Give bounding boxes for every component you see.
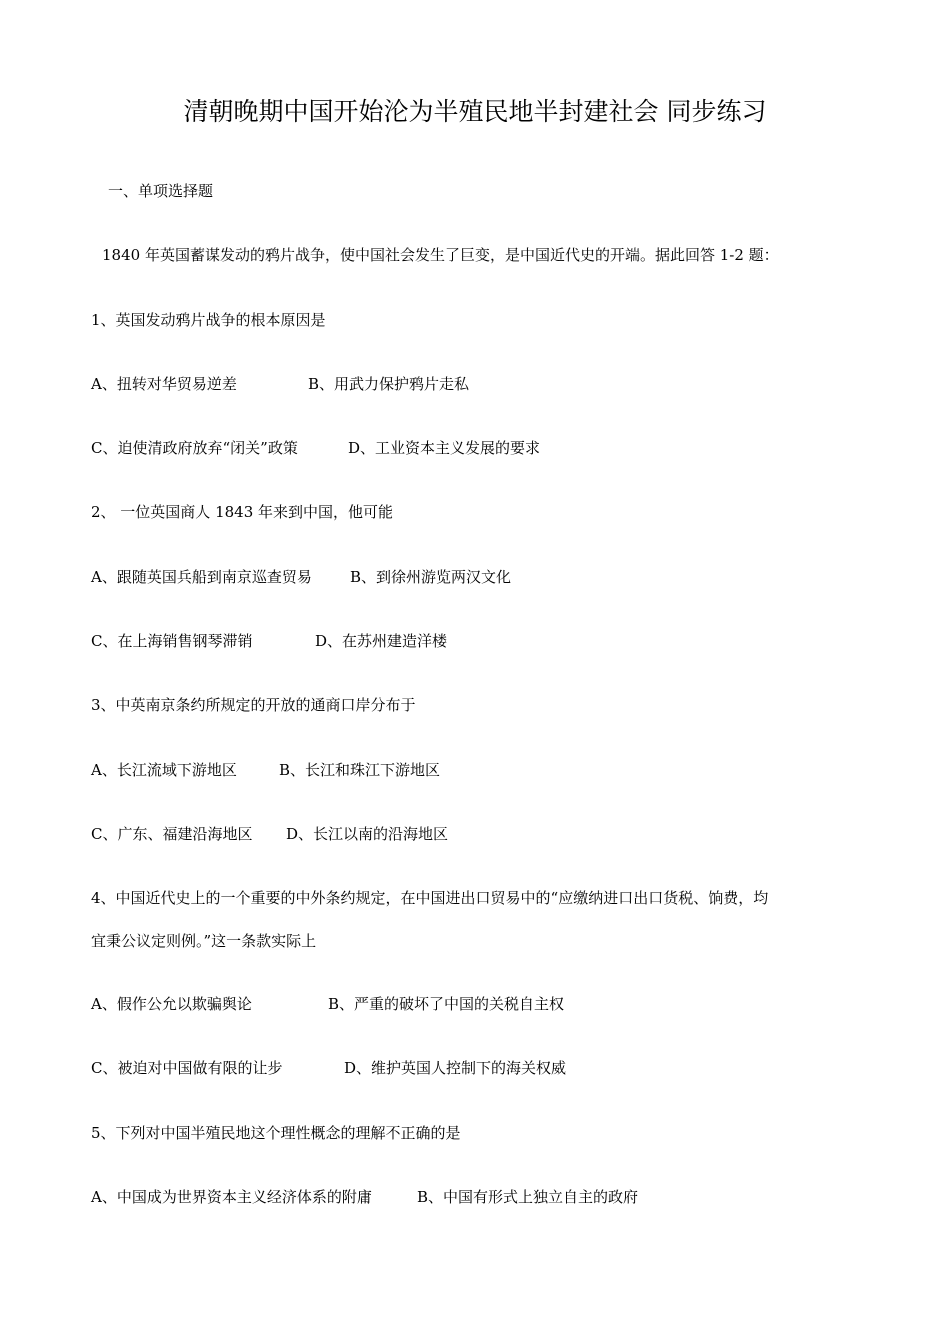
question-4-stem-line-2: 宜秉公议定则例。”这一条款实际上 — [91, 932, 317, 950]
page-title: 清朝晚期中国开始沦为半殖民地半封建社会 同步练习 — [183, 97, 767, 126]
question-1-option-c: C、迫使清政府放弃“闭关”政策 — [91, 439, 298, 457]
question-2-option-b: B、到徐州游览两汉文化 — [350, 568, 512, 586]
question-2-stem: 2、 一位英国商人 1843 年来到中国，他可能 — [91, 503, 394, 521]
question-5-stem: 5、下列对中国半殖民地这个理性概念的理解不正确的是 — [91, 1124, 461, 1142]
question-2-option-a: A、跟随英国兵船到南京巡查贸易 — [91, 568, 312, 586]
question-1-stem: 1、英国发动鸦片战争的根本原因是 — [91, 311, 326, 329]
question-3-options-row-1 — [91, 759, 441, 781]
section-heading: 一、单项选择题 — [108, 182, 214, 200]
question-4-option-a: A、假作公允以欺骗舆论 — [91, 995, 252, 1013]
question-3-option-b: B、长江和珠江下游地区 — [279, 761, 441, 779]
question-3-option-a: A、长江流域下游地区 — [91, 761, 237, 779]
question-3-option-d: D、长江以南的沿海地区 — [286, 825, 449, 843]
question-4-options-row-2 — [91, 1057, 567, 1079]
question-3-stem: 3、中英南京条约所规定的开放的通商口岸分布于 — [91, 696, 416, 714]
question-4-stem-line-1: 4、中国近代史上的一个重要的中外条约规定，在中国进出口贸易中的“应缴纳进口出口货税、饷费，均 — [91, 889, 769, 907]
question-5-option-b: B、中国有形式上独立自主的政府 — [417, 1188, 639, 1206]
question-3-option-c: C、广东、福建沿海地区 — [91, 825, 253, 843]
question-2-options-row-1 — [91, 566, 512, 588]
intro-text: 1840 年英国蓄谋发动的鸦片战争，使中国社会发生了巨变，是中国近代史的开端。据此回答 1-2 题： — [102, 246, 779, 264]
question-1-option-d: D、工业资本主义发展的要求 — [348, 439, 541, 457]
question-5-options-row-1 — [91, 1186, 639, 1208]
question-1-options-row-1 — [91, 373, 470, 395]
question-4-option-d: D、维护英国人控制下的海关权威 — [344, 1059, 567, 1077]
question-3-options-row-2 — [91, 823, 449, 845]
question-1-option-a: A、扭转对华贸易逆差 — [91, 375, 237, 393]
question-4-option-b: B、严重的破坏了中国的关税自主权 — [328, 995, 565, 1013]
question-2-option-d: D、在苏州建造洋楼 — [315, 632, 448, 650]
question-2-options-row-2 — [91, 630, 448, 652]
question-1-option-b: B、用武力保护鸦片走私 — [308, 375, 470, 393]
question-5-option-a: A、中国成为世界资本主义经济体系的附庸 — [91, 1188, 372, 1206]
question-4-options-row-1 — [91, 993, 565, 1015]
question-2-option-c: C、在上海销售钢琴滞销 — [91, 632, 253, 650]
question-4-option-c: C、被迫对中国做有限的让步 — [91, 1059, 283, 1077]
question-1-options-row-2 — [91, 437, 541, 459]
